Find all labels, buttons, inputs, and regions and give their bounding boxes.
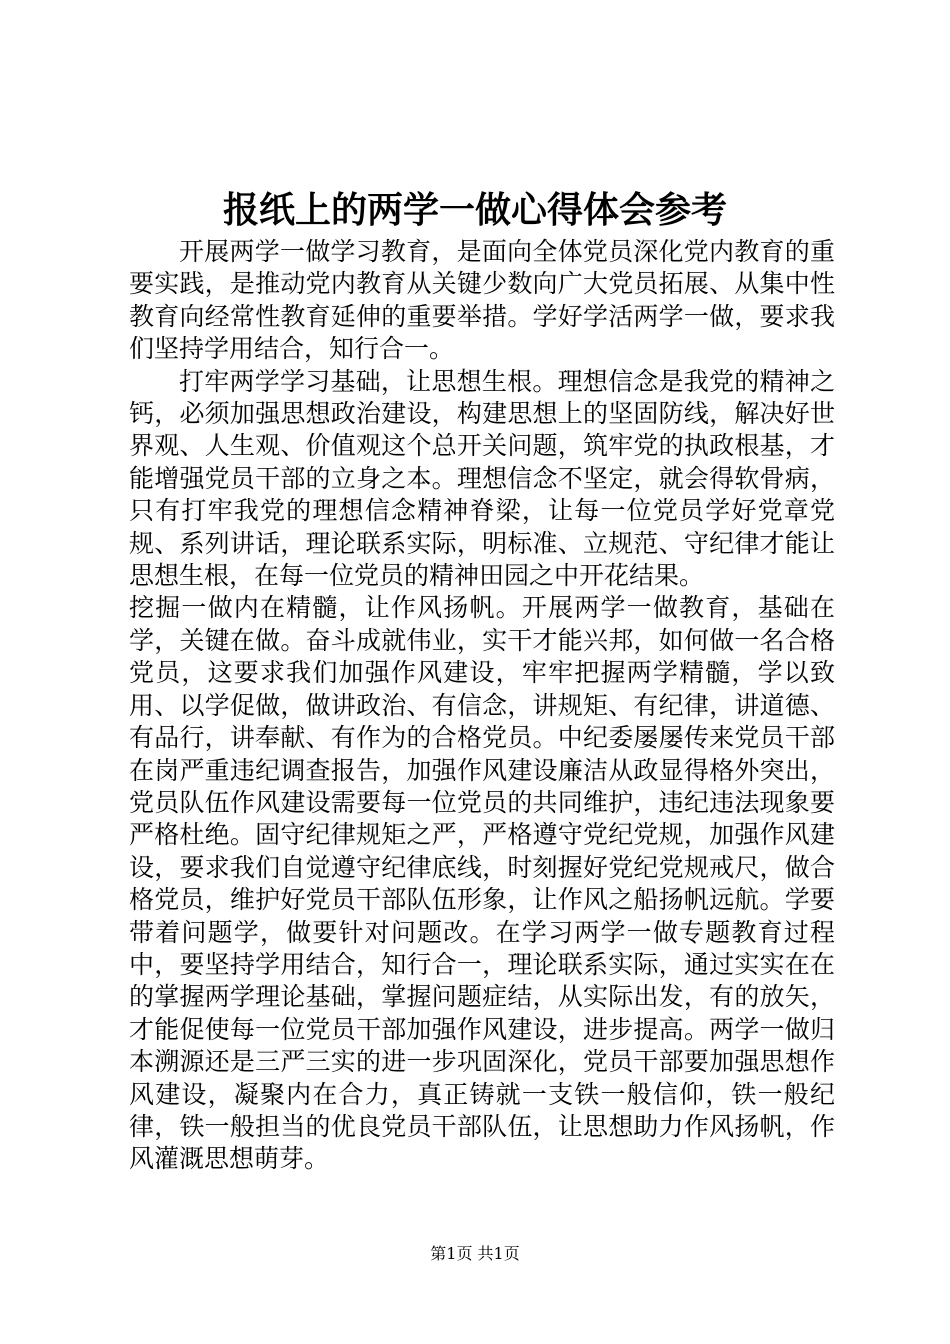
page-indicator: 第1页 共1页 <box>430 1244 520 1263</box>
paragraph-1: 开展两学一做学习教育，是面向全体党员深化党内教育的重要实践，是推动党内教育从关键少数向广大党员拓展、从集中性教育向经常性教育延伸的重要举措。学好学活两学一做，要求我们坚持学用结合，知行合一。 <box>129 237 835 364</box>
paragraph-2: 打牢两学学习基础，让思想生根。理想信念是我党的精神之钙，必须加强思想政治建设，构建思想上的坚固防线，解决好世界观、人生观、价值观这个总开关问题，筑牢党的执政根基，才能增强党员干部的立身之本。理想信念不坚定，就会得软骨病，只有打牢我党的理想信念精神脊梁，让每一位党员学好党章党规、系列讲话，理论联系实际，明标准、立规范、守纪律才能让思想生根，在每一位党员的精神田园之中开花结果。 <box>129 366 835 591</box>
document-body <box>129 236 835 1176</box>
document-title: 报纸上的两学一做心得体会参考 <box>222 189 727 231</box>
paragraph-3: 挖掘一做内在精髓，让作风扬帆。开展两学一做教育，基础在学，关键在做。奋斗成就伟业，实干才能兴邦，如何做一名合格党员，这要求我们加强作风建设，牢牢把握两学精髓，学以致用、以学促做，做讲政治、有信念，讲规矩、有纪律，讲道德、有品行，讲奉献、有作为的合格党员。中纪委屡屡传来党员干部在岗严重违纪调查报告，加强作风建设廉洁从政显得格外突出，党员队伍作风建设需要每一位党员的共同维护，违纪违法现象要严格杜绝。固守纪律规矩之严，严格遵守党纪党规，加强作风建设，要求我们自觉遵守纪律底线，时刻握好党纪党规戒尺，做合格党员，维护好党员干部队伍形象，让作风之船扬帆远航。学要带着问题学，做要针对问题改。在学习两学一做专题教育过程中，要坚持学用结合，知行合一，理论联系实际，通过实实在在的掌握两学理论基础，掌握问题症结，从实际出发，有的放矢，才能促使每一位党员干部加强作风建设，进步提高。两学一做归本溯源还是三严三实的进一步巩固深化，党员干部要加强思想作风建设，凝聚内在合力，真正铸就一支铁一般信仰，铁一般纪律，铁一般担当的优良党员干部队伍，让思想助力作风扬帆，作风灌溉思想萌芽。 <box>129 593 835 1174</box>
page-footer <box>0 1243 950 1265</box>
